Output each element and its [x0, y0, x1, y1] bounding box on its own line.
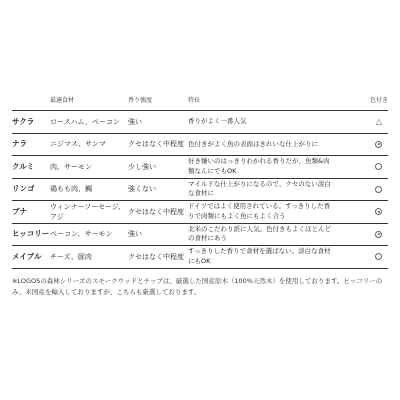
best-material: チーズ、豚肉 — [50, 245, 128, 268]
wood-name: ブナ — [12, 200, 50, 223]
best-material: ロースハム、ベーコン — [50, 110, 128, 133]
feature-text: 色付きがよく魚の表面はきれいな仕上がりに — [188, 133, 336, 156]
feature-text: 北米のこだわり派に人気。色付きもよくほとんどの食材にあう — [188, 223, 336, 246]
feature-text: マイルドな仕上がりになるので、クセのない淡白な食材に — [188, 178, 336, 201]
best-material: ベーコン、サーモン — [50, 223, 128, 246]
circle-icon — [375, 186, 382, 193]
header-color: 色付き — [369, 97, 388, 104]
feature-text: ドイツではよく使用されている。すっきりした香りで肉類にもよく魚にもよく合う — [188, 200, 336, 223]
aroma-strength: クセはなく中程度 — [128, 245, 188, 268]
color-mark — [336, 178, 388, 201]
color-mark — [336, 223, 388, 246]
wood-name: メイプル — [12, 245, 50, 268]
aroma-strength: 強い — [128, 110, 188, 133]
wood-name: サクラ — [12, 110, 50, 133]
color-mark — [336, 200, 388, 223]
best-material: 肉、サーモン — [50, 155, 128, 178]
wood-name: ヒッコリー — [12, 223, 50, 246]
feature-text: すっきりした香りで食材を選ばない。淡白な食材にもOK — [188, 245, 336, 268]
wood-name: ナラ — [12, 133, 50, 156]
footnote: ※LOGOSの森林シリーズのスモークウッドとチップは、厳選した国産原木（100%天然木）を使用しております。ヒッコリーのみ、米国産を輸入しておりますが、こちらも厳選しております。 — [12, 277, 383, 296]
wood-name: リンゴ — [12, 178, 50, 201]
color-mark — [336, 110, 388, 133]
feature-text: 香りがよく一番人気 — [188, 110, 336, 133]
best-material: ウィンナーソーセージ、アジ — [50, 200, 128, 223]
aroma-strength: 少し強い — [128, 155, 188, 178]
color-mark — [336, 133, 388, 156]
header-material: 最適食材 — [50, 97, 75, 104]
aroma-strength: クセはなく中程度 — [128, 133, 188, 156]
table-bottom-divider — [12, 268, 388, 269]
circle-icon — [375, 163, 382, 170]
circle-icon — [375, 253, 382, 260]
color-mark — [336, 245, 388, 268]
aroma-strength: 強い — [128, 223, 188, 246]
dotted-circle-icon — [375, 231, 382, 238]
header-aroma: 香り強度 — [128, 97, 153, 104]
header-wood — [12, 94, 50, 110]
feature-text: 好き嫌いのはっきりわかれる香りだが、魚類&肉類なんにでもOK — [188, 155, 336, 178]
best-material: ニジマス、サンマ — [50, 133, 128, 156]
header-feature: 特長 — [188, 97, 201, 104]
wood-comparison-table — [12, 94, 388, 269]
wood-name: クルミ — [12, 155, 50, 178]
color-mark — [336, 155, 388, 178]
triangle-icon: △ — [375, 116, 382, 126]
aroma-strength: 強くない — [128, 178, 188, 201]
aroma-strength: クセはなく中程度 — [128, 200, 188, 223]
dotted-circle-icon — [375, 208, 382, 215]
best-material: 鶏もも肉、鯛 — [50, 178, 128, 201]
dotted-circle-icon — [375, 141, 382, 148]
